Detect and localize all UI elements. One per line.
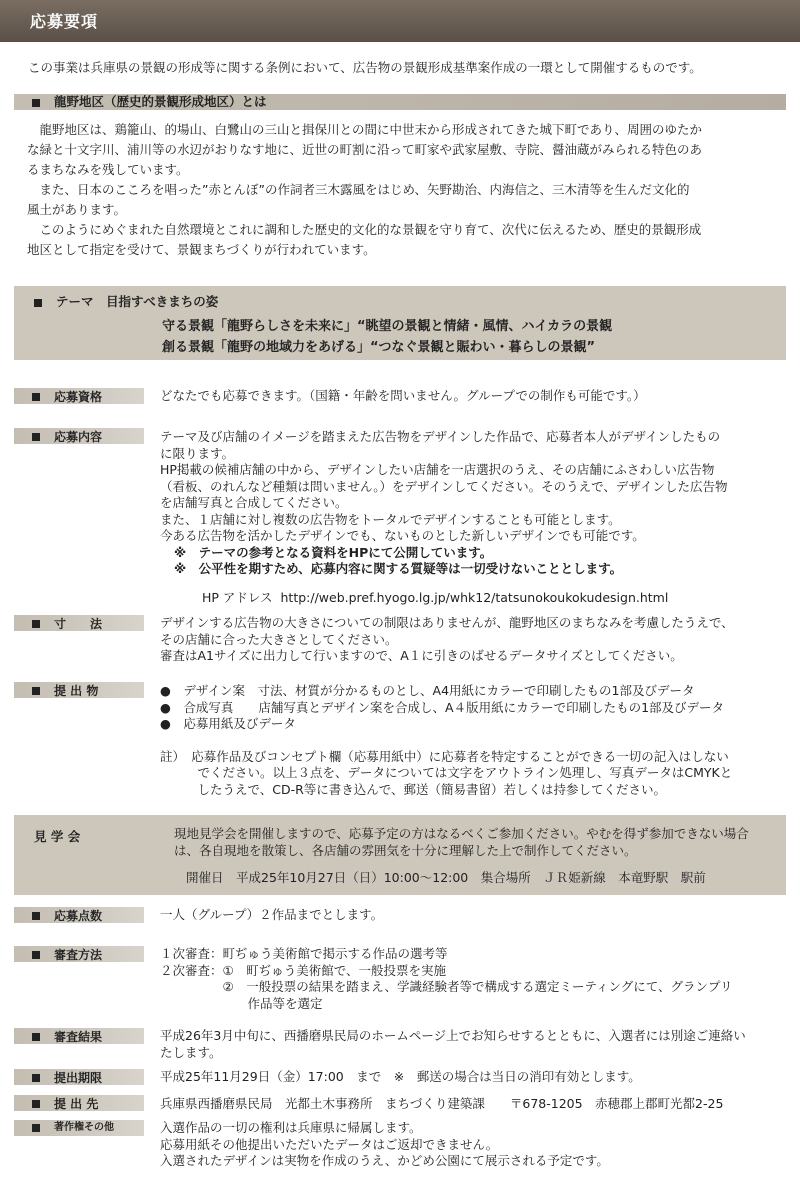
square-bullet-icon: [32, 620, 40, 628]
page-title: 応募要項: [30, 12, 99, 31]
area-paragraph: 風土があります。: [27, 202, 127, 217]
entry-note: ※ テーマの参考となる資料をHPにて公開しています。: [174, 544, 493, 560]
eligibility-text: [160, 388, 788, 405]
deadline-line: 平成25年11月29日（金）17:00 まで ※ 郵送の場合は当日の消印有効とします。: [160, 1069, 641, 1084]
submission-label-text: 提 出 物: [54, 683, 99, 698]
size-line: 審査はA1サイズに出力して行いますので、A１に引きのばせるデータサイズとしてください。: [160, 648, 683, 663]
count-content: [160, 907, 788, 924]
entry-line: （看板、のれんなど種類は問いません。）をデザインしてください。そのうえで、デザインした広告物: [160, 478, 728, 494]
deadline-label-text: 提出期限: [54, 1070, 103, 1085]
deadline-label: [14, 1069, 144, 1085]
theme-line-1: 守る景観「龍野らしさを未来に」“眺望の景観と情緒・風情、ハイカラの景観: [162, 319, 613, 334]
eligibility-line: どなたでも応募できます。（国籍・年齢を問いません。グループでの制作も可能です。）: [160, 388, 646, 403]
count-label: [14, 907, 144, 923]
area-heading-text: 龍野地区（歴史的景観形成地区）とは: [54, 94, 267, 109]
area-paragraph: また、日本のこころを唱った”赤とんぼ”の作詞者三木露風をはじめ、矢野勘治、内海信之、三木清等を生んだ文化的: [27, 182, 690, 197]
visit-label-text: 見 学 会: [34, 829, 81, 844]
square-bullet-icon: [32, 951, 40, 959]
submission-note: 註） 応募作品及びコンセプト欄（応募用紙中）に応募者を特定することができる一切の記入はしない: [160, 748, 729, 764]
deadline-content: [160, 1069, 788, 1086]
review-content: [160, 946, 788, 1012]
result-content: [160, 1028, 788, 1061]
result-label: [14, 1028, 144, 1044]
theme-line-2: 創る景観「龍野の地域力をあげる」“つなぐ景観と賑わい・暮らしの景観”: [162, 340, 596, 355]
square-bullet-icon: [32, 99, 40, 107]
review-line: ２次審査：① 町ぢゅう美術館で、一般投票を実施: [160, 962, 446, 978]
submission-note: したうえで、CD-R等に書き込んで、郵送（簡易書留）若しくは持参してください。: [160, 781, 667, 797]
header-bar: [0, 0, 800, 42]
square-bullet-icon: [32, 1074, 40, 1082]
size-line: デザインする広告物の大きさについての制限はありませんが、龍野地区のまちなみを考慮したうえで、: [160, 615, 734, 630]
square-bullet-icon: [32, 912, 40, 920]
count-label-text: 応募点数: [54, 908, 103, 923]
square-bullet-icon: [32, 1124, 40, 1132]
area-paragraph: このようにめぐまれた自然環境とこれに調和した歴史的文化的な景観を守り育て、次代に伝えるため、歴史的景観形成: [27, 222, 702, 237]
entry-line: に限ります。: [160, 445, 235, 461]
destination-label-text: 提 出 先: [54, 1096, 99, 1111]
eligibility-label: [14, 388, 144, 404]
submission-item: ● 合成写真 店舗写真とデザイン案を合成し、A４版用紙にカラーで印刷したもの1部及びデータ: [160, 699, 725, 715]
size-label-text: 寸 法: [54, 616, 103, 631]
submission-item: ● 応募用紙及びデータ: [160, 716, 296, 731]
square-bullet-icon: [32, 433, 40, 441]
entry-note: ※ 公平性を期すため、応募内容に関する質疑等は一切受けないこととします。: [174, 561, 623, 576]
visit-label: [34, 827, 80, 845]
area-section-heading: [14, 94, 786, 110]
entry-label: [14, 428, 144, 444]
submission-note: でください。以上３点を、データについては文字をアウトライン処理し、写真データはCMYKと: [160, 765, 733, 780]
copyright-content: [160, 1120, 788, 1170]
entry-label-text: 応募内容: [54, 429, 103, 444]
square-bullet-icon: [32, 1033, 40, 1041]
review-line: 作品等を選定: [160, 995, 323, 1011]
copyright-label: [14, 1120, 144, 1136]
review-line: １次審査：町ぢゅう美術館で掲示する作品の選考等: [160, 946, 448, 961]
destination-content: [160, 1096, 788, 1113]
entry-line: HP掲載の候補店舗の中から、デザインしたい店舗を一店選択のうえ、その店舗にふさわしい広告物: [160, 462, 715, 477]
area-paragraph: 地区として指定を受けて、景観まちづくりが行われています。: [27, 242, 376, 257]
result-line: 平成26年3月中旬に、西播磨県民局のホームページ上でお知らせするとともに、入選者には別途ご連絡い: [160, 1028, 746, 1043]
visit-text: [174, 825, 749, 886]
review-label: [14, 946, 144, 962]
copyright-line: 入選作品の一切の権利は兵庫県に帰属します。: [160, 1120, 422, 1135]
result-label-text: 審査結果: [54, 1029, 103, 1044]
theme-box: [14, 286, 786, 360]
area-description: [27, 120, 782, 260]
result-line: たします。: [160, 1044, 222, 1060]
square-bullet-icon: [34, 299, 42, 307]
submission-content: [160, 683, 788, 798]
visit-box: [14, 815, 786, 895]
destination-line: 兵庫県西播磨県民局 光都土木事務所 まちづくり建築課 〒678-1205 赤穂郡上郡町光都2-25: [160, 1096, 724, 1111]
square-bullet-icon: [32, 393, 40, 401]
area-paragraph: な緑と十文字川、浦川等の水辺がおりなす地に、近世の町割に沿って町家や武家屋敷、寺院、醤油蔵がみられる特色のあ: [27, 142, 703, 157]
count-line: 一人（グループ）２作品までとします。: [160, 907, 384, 922]
destination-label: [14, 1095, 144, 1111]
entry-content: [160, 429, 788, 606]
visit-date-line: 開催日 平成25年10月27日（日）10:00〜12:00 集合場所 ＪＲ姫新線 本竜野駅 駅前: [186, 870, 706, 885]
entry-line: また、１店舗に対し複数の広告物をトータルでデザインすることも可能とします。: [160, 511, 621, 527]
submission-item: ● デザイン案 寸法、材質が分かるものとし、A4用紙にカラーで印刷したもの1部及びデータ: [160, 683, 695, 698]
copyright-line: 入選されたデザインは実物を作成のうえ、かどめ公園にて展示される予定です。: [160, 1153, 609, 1168]
eligibility-label-text: 応募資格: [54, 389, 103, 404]
area-paragraph: 龍野地区は、鶏籠山、的場山、白鷺山の三山と揖保川との間に中世末から形成されてきた城下町であり、周囲のゆたか: [27, 122, 703, 137]
square-bullet-icon: [32, 1100, 40, 1108]
size-content: [160, 615, 788, 665]
hp-address-link[interactable]: http://web.pref.hyogo.lg.jp/whk12/tatsunokoukokudesign.html: [280, 589, 669, 605]
intro-text: この事業は兵庫県の景観の形成等に関する条例において、広告物の景観形成基準案作成の一環として開催するものです。: [28, 60, 702, 75]
theme-heading-text: テーマ 目指すべきまちの姿: [56, 294, 219, 309]
theme-heading: [34, 292, 218, 310]
entry-line: を店舗写真と合成してください。: [160, 495, 348, 510]
review-label-text: 審査方法: [54, 947, 103, 962]
entry-line: 今ある広告物を活かしたデザインでも、ないものとした新しいデザインでも可能です。: [160, 528, 645, 543]
submission-label: [14, 682, 144, 698]
hp-address-label: HP アドレス: [202, 589, 273, 605]
visit-line: は、各自現地を散策し、各店舗の雰囲気を十分に理解した上で制作してください。: [174, 843, 637, 858]
copyright-label-text: 著作権その他: [54, 1122, 114, 1133]
size-label: [14, 615, 144, 631]
area-paragraph: るまちなみを残しています。: [27, 162, 189, 177]
copyright-line: 応募用紙その他提出いただいたデータはご返却できません。: [160, 1136, 499, 1152]
size-line: その店舗に合った大きさとしてください。: [160, 631, 398, 647]
review-line: ② 一般投票の結果を踏まえ、学識経験者等で構成する選定ミーティングにて、グランプリ: [160, 979, 733, 994]
visit-line: 現地見学会を開催しますので、応募予定の方はなるべくご参加ください。やむを得ず参加できない場合: [174, 826, 749, 841]
entry-line: テーマ及び店舗のイメージを踏まえた広告物をデザインした作品で、応募者本人がデザインしたもの: [160, 429, 721, 444]
square-bullet-icon: [32, 687, 40, 695]
